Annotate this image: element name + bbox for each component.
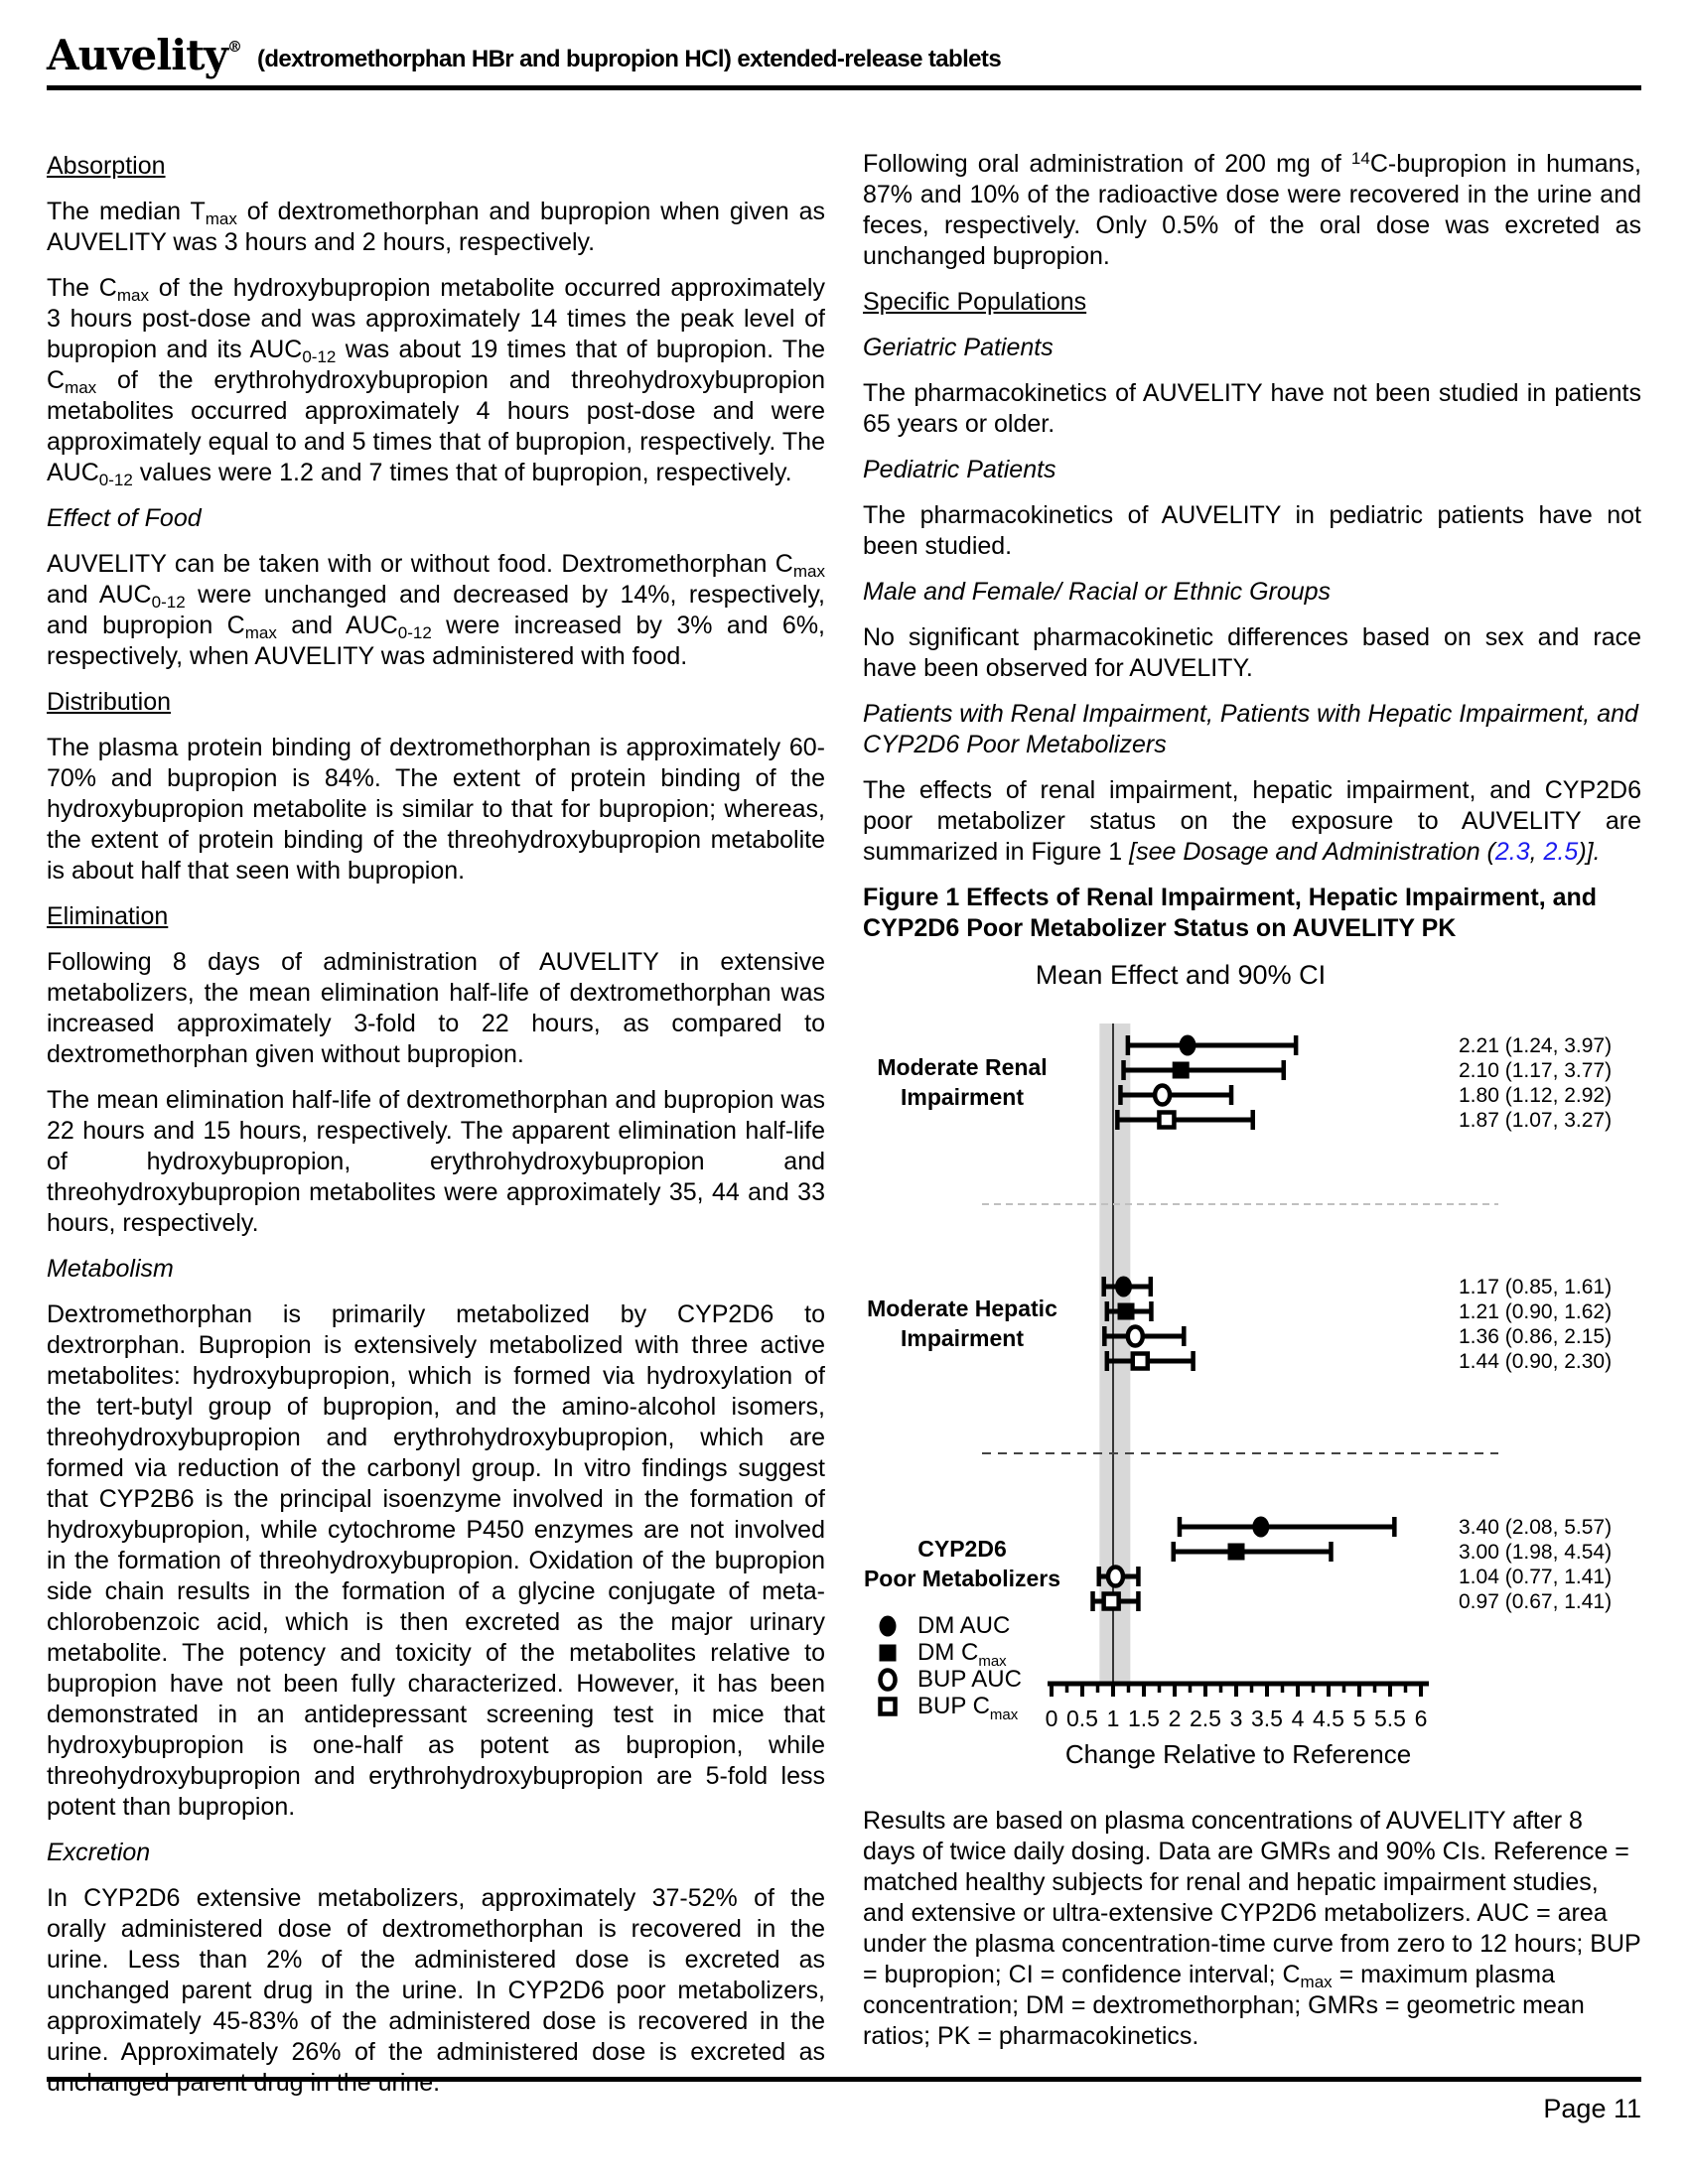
- legend-item: [881, 1693, 1019, 1723]
- estimate-label: 2.10 (1.17, 3.77): [1459, 1059, 1613, 1082]
- x-axis-tick-label: 0: [1045, 1706, 1058, 1731]
- forest-row: [1117, 1109, 1612, 1132]
- italic-text: [see Dosage and Administration (: [1129, 838, 1495, 866]
- x-axis-tick-label: 6: [1414, 1706, 1428, 1731]
- text-run: Results are based on plasma concentrations of AUVELITY after 8 days of twice daily dosing. Data are GMRs and 90% CIs. Reference = matched healthy subjects for renal and hepatic impairment studies, and extensive or ultra-extensive CYP2D6 metabolizers. AUC = area under the plasma concentration-time curve from zero to 12 hours; BUP = bupropion; CI = confidence interval; C: [863, 1807, 1641, 1988]
- section-heading-absorption: Absorption: [47, 152, 166, 180]
- open-square-marker: [1133, 1354, 1148, 1369]
- text-run: The plasma protein binding of dextromethorphan is approximately 60-70% and bupropion is 84%. The extent of protein binding of the hydroxybupropion metabolite is similar to that for bupropion; whereas, the extent of protein binding of the threohydroxybupropion metabolite is about half that seen with bupropion.: [47, 734, 825, 885]
- page-header: [47, 31, 1641, 90]
- open-square-marker: [1104, 1594, 1119, 1609]
- forest-group: [864, 1516, 1612, 1613]
- group-label: Poor Metabolizers: [863, 1566, 1061, 1591]
- paragraph: [47, 1883, 825, 2099]
- text-run: No significant pharmacokinetic differences based on sex and race have been observed for AUVELITY.: [863, 623, 1641, 682]
- legend-item: [881, 1666, 1022, 1693]
- x-axis-tick-label: 3: [1229, 1706, 1243, 1731]
- filled-circle-marker: [880, 1616, 897, 1637]
- paragraph: [47, 273, 825, 488]
- open-circle-marker: [1155, 1086, 1170, 1105]
- x-axis-tick-label: 2.5: [1190, 1706, 1221, 1731]
- text-run: In CYP2D6 extensive metabolizers, approximately 37-52% of the orally administered dose of dextromethorphan is recovered in the urine. Less than 2% of the administered dose is excreted as unchanged parent drug in the urine. In CYP2D6 poor metabolizers, approximately 45-83% of the administered dose is recovered in the urine. Approximately 26% of the administered dose is excreted as unchanged parent drug in the urine.: [47, 1884, 825, 2097]
- brand-row: [47, 31, 1641, 90]
- paragraph: [47, 1085, 825, 1239]
- text-run: and AUC: [47, 581, 152, 609]
- estimate-label: 1.36 (0.86, 2.15): [1459, 1325, 1613, 1348]
- open-square-marker: [1159, 1113, 1174, 1128]
- estimate-label: 2.21 (1.24, 3.97): [1459, 1034, 1613, 1057]
- registered-trademark-symbol: ®: [226, 38, 241, 56]
- left-column: [47, 149, 825, 2114]
- text-run: Following 8 days of administration of AUVELITY in extensive metabolizers, the mean elimination half-life of dextromethorphan was increased approximately 3-fold to 22 hours, as compared to dextromethorphan given without bupropion.: [47, 948, 825, 1068]
- x-axis-tick-label: 2: [1168, 1706, 1182, 1731]
- text-run: values were 1.2 and 7 times that of bupropion, respectively.: [132, 459, 792, 486]
- section-heading-metabolism: Metabolism: [47, 1255, 174, 1283]
- text-run: and AUC: [276, 612, 398, 639]
- estimate-label: 1.80 (1.12, 2.92): [1459, 1084, 1613, 1107]
- x-axis-tick-label: 1.5: [1128, 1706, 1160, 1731]
- estimate-label: 1.87 (1.07, 3.27): [1459, 1109, 1613, 1132]
- open-circle-marker: [1108, 1568, 1123, 1586]
- forest-row: [1099, 1566, 1612, 1588]
- text-run: of dextromethorphan and bupropion when given as AUVELITY was 3 hours and 2 hours, respectively.: [47, 198, 825, 256]
- legend-label: BUP AUC: [917, 1666, 1022, 1693]
- forest-group: [867, 1276, 1612, 1373]
- section-heading-geriatric-patients: Geriatric Patients: [863, 334, 1054, 361]
- subscript: 0-12: [397, 623, 432, 643]
- estimate-label: 3.40 (2.08, 5.57): [1459, 1516, 1613, 1539]
- text-run: The median T: [47, 198, 206, 225]
- section-heading-effect-of-food: Effect of Food: [47, 504, 202, 532]
- paragraph: [863, 622, 1641, 684]
- forest-group: [877, 1034, 1612, 1132]
- open-circle-marker: [1128, 1327, 1143, 1346]
- group-label: CYP2D6: [917, 1536, 1007, 1562]
- x-axis-tick-label: 3.5: [1251, 1706, 1283, 1731]
- figure-1-forest-plot: [863, 954, 1641, 1796]
- estimate-label: 3.00 (1.98, 4.54): [1459, 1541, 1613, 1564]
- section-heading-elimination: Elimination: [47, 902, 169, 930]
- forest-row: [1107, 1300, 1612, 1323]
- superscript: 14: [1350, 149, 1370, 169]
- text-run: The pharmacokinetics of AUVELITY in pediatric patients have not been studied.: [863, 501, 1641, 560]
- text-run: of the erythrohydroxybupropion and threohydroxybupropion metabolites occurred approximately 4 hours post-dose and were approximately equal to and 5 times that of bupropion, respectively. The AUC: [47, 366, 825, 486]
- figure-caption: [863, 1806, 1641, 2052]
- text-run: of the hydroxybupropion metabolite occurred approximately 3 hours post-dose and was approximately 14 times the peak level of bupropion and its AUC: [47, 274, 825, 363]
- italic-text: ,: [1529, 838, 1544, 866]
- subscript: max: [116, 286, 149, 306]
- filled-square-marker: [1228, 1544, 1245, 1561]
- x-axis-tick-label: 5.5: [1374, 1706, 1406, 1731]
- legend-label: DM $C_{max}$: [917, 1639, 1007, 1670]
- x-axis-tick-label: 1: [1106, 1706, 1120, 1731]
- subscript: 0-12: [302, 347, 337, 367]
- paragraph: [863, 149, 1641, 272]
- text-run: was about 19 times that of bupropion. The C: [47, 336, 825, 394]
- cross-reference-link[interactable]: 2.5: [1543, 838, 1579, 866]
- x-axis-label: Change Relative to Reference: [1064, 1739, 1412, 1769]
- forest-row: [1124, 1059, 1613, 1082]
- group-label: Impairment: [901, 1084, 1024, 1110]
- section-heading-distribution: Distribution: [47, 688, 172, 716]
- text-run: The C: [47, 274, 117, 302]
- text-run: The effects of renal impairment, hepatic impairment, and CYP2D6 poor metabolizer status on the exposure to AUVELITY are summarized in Figure 1: [863, 776, 1641, 866]
- brand-tagline: (dextromethorphan HBr and bupropion HCl) extended-release tablets: [256, 46, 1002, 72]
- brand-logo-text: Auvelity: [47, 31, 227, 79]
- cross-reference-link[interactable]: 2.3: [1494, 838, 1530, 866]
- paragraph: [863, 500, 1641, 562]
- estimate-label: 1.44 (0.90, 2.30): [1459, 1350, 1613, 1373]
- legend-item: [880, 1612, 1011, 1639]
- text-run: Following oral administration of 200 mg of: [863, 150, 1351, 178]
- group-label: Moderate Renal: [877, 1054, 1048, 1080]
- section-heading-figure-1-heading: Figure 1 Effects of Renal Impairment, Hepatic Impairment, and CYP2D6 Poor Metabolizer Status on AUVELITY PK: [863, 884, 1598, 942]
- page-number: Page 11: [1543, 2094, 1641, 2123]
- filled-circle-marker: [1180, 1035, 1196, 1056]
- group-label: Impairment: [901, 1325, 1024, 1351]
- paragraph: [47, 947, 825, 1070]
- filled-circle-marker: [1252, 1517, 1269, 1538]
- subscript: max: [205, 209, 237, 229]
- legend-label: BUP $C_{max}$: [917, 1693, 1019, 1723]
- text-run: C-bupropion in humans, 87% and 10% of the radioactive dose were recovered in the urine and feces, respectively. Only 0.5% of the oral dose was excreted as unchanged bupropion.: [863, 150, 1641, 270]
- italic-text: )].: [1578, 838, 1601, 866]
- section-heading-renal-hepatic-cyp2d6-patients: Patients with Renal Impairment, Patients with Hepatic Impairment, and CYP2D6 Poor Metabolizers: [863, 700, 1638, 758]
- paragraph: [863, 775, 1641, 868]
- x-axis-tick-label: 4: [1291, 1706, 1305, 1731]
- paragraph: [47, 549, 825, 672]
- subscript: max: [792, 562, 825, 582]
- text-run: were increased by 3% and 6%, respectively, when AUVELITY was administered with food.: [47, 612, 825, 670]
- page-footer: [47, 2077, 1641, 2123]
- paragraph: [47, 733, 825, 887]
- filled-circle-marker: [1115, 1277, 1132, 1297]
- paragraph: [47, 197, 825, 258]
- forest-plot-svg: [863, 954, 1639, 1796]
- filled-square-marker: [880, 1645, 897, 1662]
- forest-row: [1174, 1541, 1612, 1564]
- subscript: max: [65, 378, 97, 398]
- subscript: max: [1300, 1973, 1333, 1992]
- filled-square-marker: [1118, 1303, 1135, 1320]
- section-heading-male-female-racial-ethnic-groups: Male and Female/ Racial or Ethnic Groups: [863, 578, 1332, 606]
- forest-row: [1093, 1590, 1613, 1613]
- x-axis-tick-label: 5: [1352, 1706, 1366, 1731]
- figure-plot-title: Mean Effect and 90% CI: [1035, 960, 1327, 990]
- estimate-label: 0.97 (0.67, 1.41): [1459, 1590, 1613, 1613]
- estimate-label: 1.04 (0.77, 1.41): [1459, 1566, 1613, 1588]
- text-run: The mean elimination half-life of dextromethorphan and bupropion was 22 hours and 15 hours, respectively. The apparent elimination half-life of hydroxybupropion, erythrohydroxybupropion and threohydroxybupropion metabolites were approximately 35, 44 and 33 hours, respectively.: [47, 1086, 825, 1237]
- subscript: max: [244, 623, 277, 643]
- x-axis-tick-label: 0.5: [1066, 1706, 1098, 1731]
- forest-row: [1104, 1325, 1612, 1348]
- section-heading-excretion: Excretion: [47, 1839, 151, 1866]
- subscript: 0-12: [151, 593, 186, 613]
- forest-row: [1180, 1516, 1612, 1539]
- forest-row: [1107, 1350, 1612, 1373]
- filled-square-marker: [1173, 1062, 1190, 1079]
- estimate-label: 1.21 (0.90, 1.62): [1459, 1300, 1613, 1323]
- text-run: Dextromethorphan is primarily metabolized by CYP2D6 to dextrorphan. Bupropion is extensively metabolized with three active metabolites: hydroxybupropion, which is formed via hydroxylation of the tert-butyl group of bupropion, and the amino-alcohol isomers, threohydroxybupropion and erythrohydroxybupropion, which are formed via reduction of the carbonyl group. In vitro findings suggest that CYP2B6 is the principal isoenzyme involved in the formation of hydroxybupropion, while cytochrome P450 enzymes are not involved in the formation of threohydroxybupropion. Oxidation of the bupropion side chain results in the formation of a glycine conjugate of meta-chlorobenzoic acid, which is then excreted as the major urinary metabolite. The potency and toxicity of the metabolites relative to bupropion have not been fully characterized. However, it has been demonstrated in an antidepressant screening test in mice that hydroxybupropion is one-half as potent as bupropion, while threohydroxybupropion and erythrohydroxybupropion are 5-fold less potent than bupropion.: [47, 1300, 825, 1821]
- x-axis-tick-label: 4.5: [1313, 1706, 1344, 1731]
- text-run: were unchanged and decreased by 14%, respectively, and bupropion C: [47, 581, 826, 639]
- open-circle-marker: [881, 1671, 896, 1690]
- group-label: Moderate Hepatic: [867, 1296, 1057, 1321]
- estimate-label: 1.17 (0.85, 1.61): [1459, 1276, 1613, 1298]
- brand-logo: [47, 31, 241, 79]
- subscript: 0-12: [98, 471, 133, 490]
- section-heading-pediatric-patients: Pediatric Patients: [863, 456, 1056, 483]
- legend-label: DM AUC: [917, 1612, 1011, 1639]
- paragraph: [47, 1299, 825, 1823]
- forest-row: [1104, 1276, 1612, 1298]
- text-run: AUVELITY can be taken with or without food. Dextromethorphan C: [47, 550, 793, 578]
- text-run: = maximum plasma concentration; DM = dextromethorphan; GMRs = geometric mean ratios; PK = pharmacokinetics.: [863, 1961, 1585, 2050]
- right-column: [863, 149, 1641, 2114]
- paragraph: [863, 378, 1641, 440]
- open-square-marker: [881, 1700, 896, 1714]
- text-run: The pharmacokinetics of AUVELITY have not been studied in patients 65 years or older.: [863, 379, 1641, 438]
- forest-row: [1120, 1084, 1612, 1107]
- section-heading-specific-populations: Specific Populations: [863, 288, 1087, 316]
- forest-row: [1128, 1034, 1612, 1057]
- two-column-body: [47, 149, 1641, 2114]
